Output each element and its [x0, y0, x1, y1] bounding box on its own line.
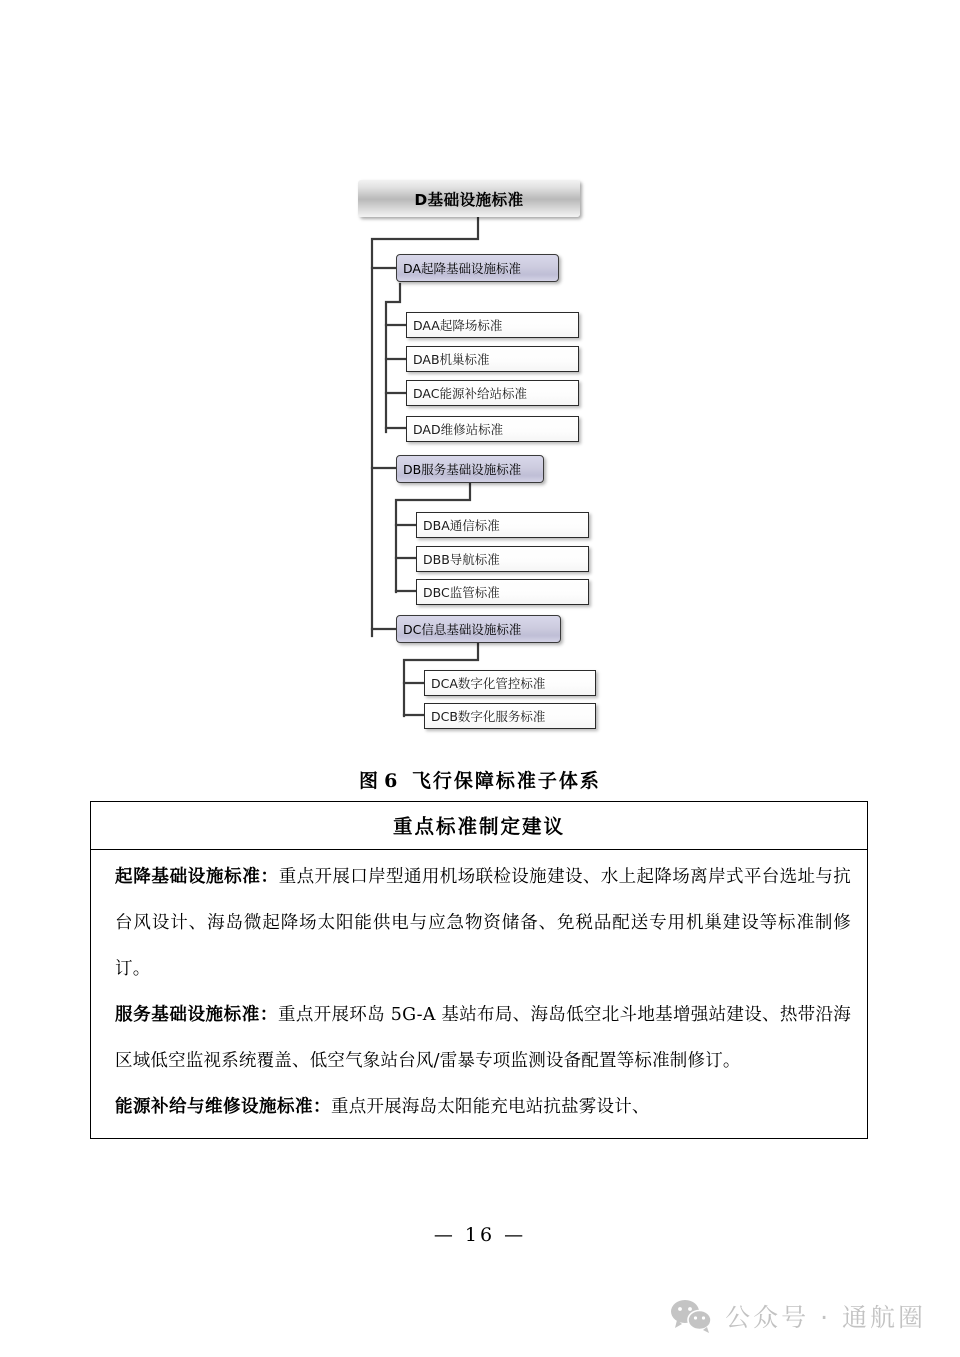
org-node-dbc-label: DBC监管标准	[423, 585, 500, 600]
org-node-dab-label: DAB机巢标准	[413, 352, 490, 367]
org-node-dab[interactable]	[406, 346, 579, 372]
org-node-root[interactable]	[358, 180, 580, 217]
org-node-daa-label: DAA起降场标准	[413, 318, 503, 333]
org-node-dc-label: DC信息基础设施标准	[403, 622, 522, 637]
figure-caption	[0, 766, 960, 793]
org-node-da-label: DA起降基础设施标准	[403, 261, 521, 276]
org-node-dba[interactable]	[416, 512, 589, 538]
org-node-dad-label: DAD维修站标准	[413, 422, 504, 437]
row-body-text: 重点开展海岛太阳能充电站抗盐雾设计、	[331, 1097, 650, 1117]
page-number: — 16 —	[433, 1224, 527, 1246]
org-node-dca[interactable]	[424, 670, 596, 696]
org-node-db-label: DB服务基础设施标准	[403, 462, 522, 477]
table-body	[91, 850, 867, 1138]
org-node-dba-label: DBA通信标准	[423, 518, 500, 533]
org-node-dac-label: DAC能源补给站标准	[413, 386, 527, 401]
org-node-dbc[interactable]	[416, 579, 589, 605]
row-body-text: 重点开展口岸型通用机场联检设施建设、水上起降场离岸式平台选址与抗台风设计、海岛微起降场太阳能供电与应急物资储备、免税品配送专用机巢建设等标准制修订。	[115, 867, 852, 979]
table-row	[115, 854, 851, 992]
recommendations-table	[90, 801, 868, 1139]
row-lead-label: 起降基础设施标准：	[115, 867, 279, 887]
table-row	[115, 992, 851, 1084]
org-node-dcb-label: DCB数字化服务标准	[431, 709, 546, 724]
watermark	[669, 1298, 926, 1334]
table-header: 重点标准制定建议	[91, 802, 867, 850]
org-node-dac[interactable]	[406, 380, 579, 406]
figure-caption-title: 飞行保障标准子体系	[411, 770, 601, 792]
figure-caption-number: 6	[384, 770, 400, 792]
row-lead-label: 服务基础设施标准：	[115, 1005, 279, 1025]
figure-caption-label: 图	[359, 770, 381, 792]
row-lead-label: 能源补给与维修设施标准：	[115, 1097, 331, 1117]
org-node-dc[interactable]	[396, 615, 561, 643]
org-node-daa[interactable]	[406, 312, 579, 338]
org-node-root-label: D基础设施标准	[414, 190, 524, 209]
wechat-icon	[669, 1299, 713, 1333]
watermark-text: 公众号 · 通航圈	[725, 1303, 926, 1332]
org-node-da[interactable]	[396, 254, 559, 282]
org-node-dcb[interactable]	[424, 703, 596, 729]
org-node-db[interactable]	[396, 455, 544, 483]
table-row	[115, 1084, 851, 1130]
row-body-text: 重点开展环岛 5G-A 基站布局、海岛低空北斗地基增强站建设、热带沿海区域低空监视系统覆盖、低空气象站台风/雷暴专项监测设备配置等标准制修订。	[115, 1005, 851, 1071]
org-node-dbb[interactable]	[416, 546, 589, 572]
org-node-dca-label: DCA数字化管控标准	[431, 676, 546, 691]
org-node-dad[interactable]	[406, 416, 579, 442]
org-node-dbb-label: DBB导航标准	[423, 552, 500, 567]
